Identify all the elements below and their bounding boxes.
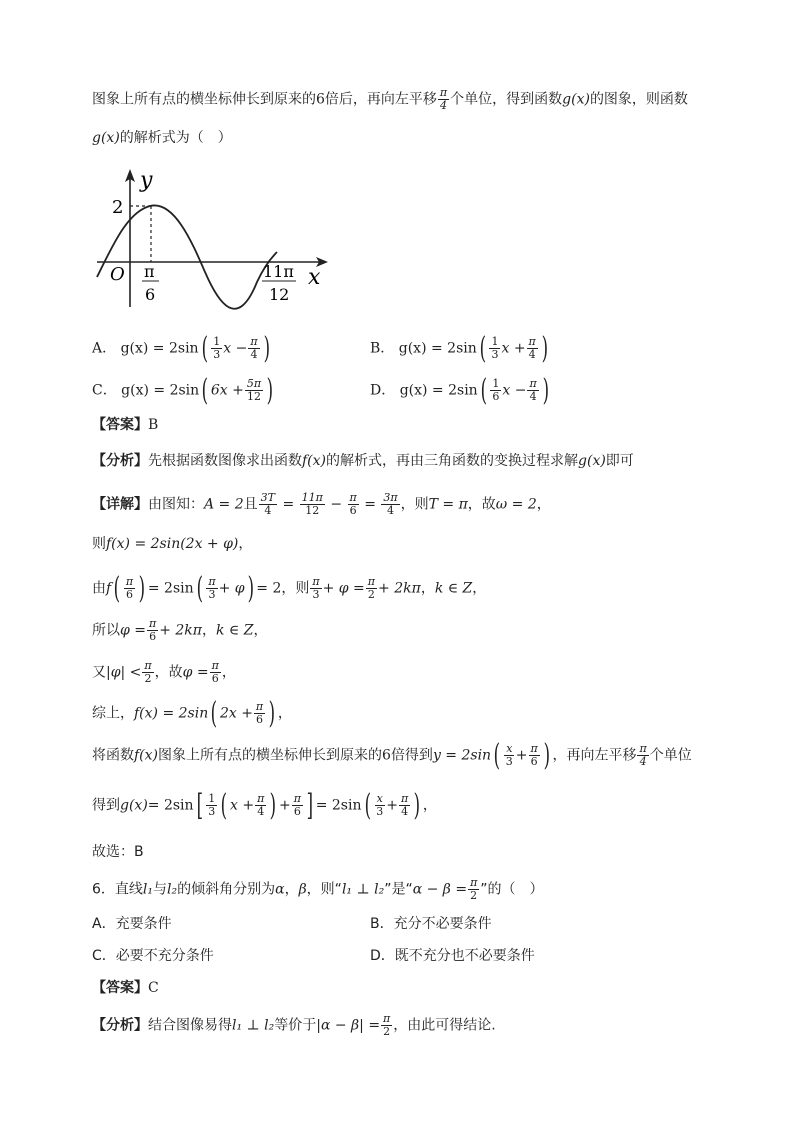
fraction-num: π [257, 792, 265, 805]
fraction-num: π [383, 1012, 391, 1025]
detail-line9 [92, 842, 144, 862]
detail-text: 个单位 [649, 747, 692, 764]
paren-left: ( [364, 787, 371, 823]
detail-text: 综上， [92, 705, 134, 722]
fraction [527, 378, 538, 403]
math: α − β = [412, 881, 468, 898]
paren-left: ( [220, 787, 228, 823]
option-label: A． [92, 340, 117, 357]
q6-text: ， [284, 881, 299, 898]
sine-curve [97, 205, 277, 308]
fraction-num: π [208, 575, 216, 588]
fraction-num: x [506, 742, 513, 755]
fraction [489, 336, 500, 361]
math: f(x) = 2sin(2x + φ) [106, 536, 239, 552]
fraction-den: 3 [491, 348, 499, 361]
fraction [255, 793, 266, 818]
q6-option-b[interactable] [370, 914, 492, 934]
fraction-num: 3T [260, 491, 275, 504]
fraction-num: 1 [491, 335, 499, 348]
option-formula: g(x) = 2sin [398, 340, 477, 357]
paren-right: ) [542, 372, 549, 408]
detail-text: ，故 [154, 664, 183, 681]
math: + [515, 747, 528, 764]
fraction-den: 3 [208, 588, 216, 601]
fraction [637, 743, 648, 768]
math: φ = [120, 622, 146, 639]
fraction-den: 3 [376, 805, 384, 818]
fraction-num: π [528, 335, 536, 348]
fraction-num: π [255, 700, 264, 713]
math: + [386, 797, 398, 814]
detail-line3 [92, 570, 487, 606]
q5-analysis [92, 451, 634, 471]
detail-line8 [92, 787, 437, 823]
paren-right: ) [413, 787, 421, 823]
stem-text: 个单位，得到函数 [450, 91, 563, 108]
fraction [248, 336, 259, 361]
fraction-den: 6 [530, 755, 538, 768]
analysis-text: 即可 [605, 453, 634, 469]
x-tick1-den: 6 [145, 285, 156, 304]
option-a[interactable] [92, 330, 272, 366]
fraction-num: π [250, 335, 258, 348]
x-tick1-num: π [144, 262, 155, 281]
detail-text: 且 [243, 496, 258, 513]
answer-tag: 【答案】 [92, 980, 148, 996]
fraction [292, 793, 303, 818]
paren-left: ( [210, 695, 218, 731]
option-text: A．充要条件 [92, 916, 172, 932]
paren-left: ( [493, 737, 501, 773]
fraction-num: 1 [492, 377, 500, 390]
fraction [399, 793, 410, 818]
fraction-den: 6 [349, 504, 357, 517]
answer-tag: 【答案】 [92, 417, 148, 433]
detail-text: 倍得到 [390, 747, 433, 764]
detail-text: ，则 [281, 580, 310, 597]
option-formula: x + [501, 340, 526, 357]
fraction-den: 3 [213, 348, 221, 361]
math: |φ| < [106, 664, 142, 681]
detail-text: ，故 [467, 496, 496, 513]
fraction-den: 3 [505, 755, 513, 768]
fraction-num: π [439, 86, 448, 99]
detail-text: ， [202, 622, 216, 639]
q6-text: ”是“ [384, 881, 413, 898]
math-f: f(x) [302, 453, 327, 469]
fraction-den: 12 [305, 504, 320, 517]
detail-text: 由图知： [148, 496, 204, 513]
math: l₁ [142, 881, 154, 898]
detail-line1: 【详解】由图知：A = 2且 $\frac{3T}{4}$ = $\frac{11\pi}{12}$ − $\frac{\pi}{6}$ = $\frac{3\pi}{4}$ ，则T = π，故ω = 2， [92, 491, 551, 517]
option-label: D． [370, 382, 396, 399]
q6-text: 6．直线 [92, 881, 143, 898]
fraction [211, 336, 222, 361]
q6-answer [92, 978, 159, 998]
bracket-left: [ [196, 787, 203, 823]
fraction-den: 4 [264, 504, 272, 517]
fraction-num: 1 [213, 335, 221, 348]
math-g: g(x) [92, 130, 120, 146]
analysis-text: 结合图像易得 [148, 1017, 232, 1034]
detail-text: ， [238, 536, 253, 552]
detail-text: ，则 [400, 496, 429, 513]
q6-text: 与 [153, 881, 168, 898]
math: A = 2 [204, 496, 244, 513]
fraction [206, 793, 217, 818]
detail-text: 将函数 [92, 747, 134, 764]
math: 2x + [219, 705, 253, 722]
analysis-text: 先根据函数图像求出函数 [148, 453, 302, 469]
detail-tag: 【详解】 [92, 496, 148, 513]
option-text: D．既不充分也不必要条件 [370, 948, 535, 964]
analysis-text: 等价于 [274, 1017, 317, 1034]
paren-right: ) [269, 787, 277, 823]
fraction [310, 576, 321, 601]
math: |α − β| = [316, 1017, 381, 1034]
stem-text: 的解析式为（ ） [119, 130, 232, 146]
paren-left: ( [480, 372, 487, 408]
q6-option-c[interactable] [92, 946, 214, 966]
fraction-den: 6 [293, 805, 301, 818]
detail-text: ， [472, 580, 487, 597]
fraction-den: 6 [492, 390, 500, 403]
fraction-den: 4 [440, 99, 448, 112]
stem-number: 6 [316, 91, 325, 108]
option-text: B．充分不必要条件 [370, 916, 492, 932]
fraction-den: 2 [470, 889, 478, 902]
paren-right: ) [247, 570, 254, 606]
fraction [374, 793, 385, 818]
q6-text: ，则“ [306, 881, 342, 898]
fraction-den: 4 [257, 805, 265, 818]
paren-right: ) [543, 737, 550, 773]
option-formula: g(x) = 2sin [120, 340, 199, 357]
fraction-num: π [470, 876, 478, 889]
math: = 2sin [147, 580, 194, 597]
math: + [279, 797, 291, 814]
detail-text: 则 [92, 536, 106, 552]
option-text: C．必要不充分条件 [92, 948, 214, 964]
x-tick2-num: 11π [263, 262, 294, 281]
analysis-text: 的解析式，再由三角函数的变换过程求解 [326, 453, 579, 469]
q6-text: 的倾斜角分别为 [177, 881, 276, 898]
paren-left: ( [479, 330, 486, 366]
fraction-den: 4 [401, 805, 409, 818]
option-d[interactable] [370, 372, 551, 408]
fraction-den: 4 [639, 755, 647, 768]
fraction [124, 576, 135, 601]
analysis-tag: 【分析】 [92, 453, 148, 469]
fraction [206, 576, 217, 601]
y-label: y [140, 168, 153, 193]
option-formula: g(x) = 2sin [121, 382, 200, 399]
fraction-num: 5π [246, 377, 262, 390]
x-label: x [308, 265, 321, 290]
math: + φ = [322, 580, 365, 597]
analysis-tag: 【分析】 [92, 1017, 148, 1034]
fraction-num: π [211, 659, 219, 672]
fraction-den: 2 [383, 1025, 391, 1038]
fraction [300, 492, 325, 517]
detail-text: ， [536, 496, 551, 513]
fraction-den: 4 [250, 348, 258, 361]
detail-text: 图象上所有点的横坐标伸长到原来的 [158, 747, 383, 764]
detail-text: ， [422, 797, 437, 814]
math: l₁ ⊥ l₂ [232, 1017, 275, 1034]
fraction-den: 6 [126, 588, 134, 601]
math: + φ [218, 580, 245, 597]
fraction-den: 3 [312, 588, 320, 601]
math: l₂ [167, 881, 178, 898]
fraction-num: π [530, 742, 538, 755]
fraction [147, 618, 158, 643]
paren-right: ) [263, 330, 270, 366]
fraction-den: 6 [256, 713, 264, 726]
math: l₁ ⊥ l₂ [341, 881, 385, 898]
q6-text: ”的（ ） [480, 881, 544, 898]
math: ω = 2 [495, 496, 537, 513]
origin-label: O [110, 264, 125, 285]
math: k ∈ Z [434, 580, 473, 597]
detail-text: 所以 [92, 622, 120, 639]
detail-line7 [92, 737, 692, 773]
option-label: C． [92, 382, 117, 399]
math: = 2 [256, 580, 282, 597]
detail-text: ， [420, 580, 435, 597]
math: = 2sin [147, 797, 194, 814]
detail-line5 [92, 660, 236, 685]
fraction [259, 492, 277, 517]
q5-stem-line1 [92, 87, 688, 112]
q6-analysis [92, 1013, 496, 1038]
fraction [504, 743, 515, 768]
q6-option-a[interactable] [92, 914, 172, 934]
fraction [210, 660, 221, 685]
math-g: g(x) [562, 91, 590, 108]
fraction-den: 4 [529, 390, 537, 403]
fraction [366, 576, 377, 601]
fraction [348, 492, 359, 517]
fraction-num: π [148, 617, 157, 630]
math: T = π [428, 496, 468, 513]
x-tick2-den: 12 [269, 285, 290, 304]
q5-stem-line2 [92, 128, 232, 148]
fraction-den: 3 [208, 805, 216, 818]
math: α [275, 881, 285, 898]
fraction [490, 378, 501, 403]
math: f [106, 580, 112, 597]
fraction-den: 6 [211, 672, 219, 685]
math-g: g(x) [578, 453, 606, 469]
fraction-num: π [400, 792, 409, 805]
stem-text: 图象上所有点的横坐标伸长到原来的 [92, 91, 316, 108]
fraction [527, 336, 538, 361]
option-label: B． [370, 340, 395, 357]
y-tick-2: 2 [112, 197, 124, 218]
fraction-num: π [529, 377, 537, 390]
q5-answer [92, 415, 158, 435]
fraction [438, 87, 449, 112]
math: 6 [382, 747, 391, 764]
fraction-den: 4 [387, 504, 394, 517]
fraction [254, 701, 265, 726]
paren-left: ( [201, 372, 209, 408]
fraction-num: 3π [383, 491, 398, 504]
q6-option-d[interactable] [370, 946, 535, 966]
paren-right: ) [266, 372, 274, 408]
stem-text: 的图象，则函数 [589, 91, 688, 108]
math: f(x) = 2sin [134, 705, 209, 722]
sine-graph [92, 162, 342, 312]
math: φ = [182, 664, 209, 681]
detail-text: ，再向左平移 [552, 747, 637, 764]
math: = 2sin [315, 797, 362, 814]
option-formula: x − [223, 340, 248, 357]
option-c[interactable] [92, 372, 276, 408]
fraction-den: 12 [246, 390, 261, 403]
option-formula: 6x + [210, 382, 244, 399]
fraction-num: π [367, 575, 376, 588]
analysis-text: ，由此可得结论. [393, 1017, 496, 1034]
math: β [298, 881, 307, 898]
fraction-num: 1 [208, 792, 216, 805]
detail-text: 由 [92, 580, 106, 597]
paren-right: ) [268, 695, 276, 731]
fraction [142, 660, 153, 685]
option-formula: g(x) = 2sin [399, 382, 478, 399]
bracket-right: ] [306, 787, 314, 823]
fraction-num: π [312, 575, 320, 588]
math: k ∈ Z [216, 622, 254, 639]
paren-left: ( [196, 570, 203, 606]
paren-left: ( [201, 330, 208, 366]
paren-right: ) [138, 570, 146, 606]
detail-line2 [92, 534, 252, 554]
math-f: f(x) [134, 747, 159, 764]
fraction-num: π [349, 491, 357, 504]
detail-line4 [92, 618, 267, 643]
option-b[interactable] [370, 330, 551, 366]
detail-text: 得到 [92, 797, 120, 814]
stem-text: 倍后，再向左平移 [324, 91, 437, 108]
math-g: g(x) [120, 797, 148, 814]
detail-line6 [92, 695, 292, 731]
paren-left: ( [113, 570, 121, 606]
fraction-num: π [144, 659, 152, 672]
math: x + [230, 797, 255, 814]
fraction-num: π [639, 742, 647, 755]
math: + 2kπ [378, 580, 421, 597]
detail-text: ， [253, 622, 268, 639]
fraction-den: 2 [367, 588, 375, 601]
fraction [381, 492, 399, 517]
option-formula: x − [502, 382, 527, 399]
detail-text: ， [277, 705, 292, 722]
fraction-num: π [293, 792, 301, 805]
math: y = 2sin [432, 747, 492, 764]
math: + 2kπ [159, 622, 202, 639]
answer-value: C [148, 980, 159, 996]
fraction [529, 743, 540, 768]
detail-text: ， [221, 664, 236, 681]
fraction-num: π [125, 575, 134, 588]
detail-text: 故选：B [92, 844, 144, 860]
detail-text: 又 [92, 664, 106, 681]
fraction-den: 6 [149, 630, 157, 643]
fraction [381, 1013, 392, 1038]
fraction [468, 877, 479, 902]
paren-right: ) [541, 330, 548, 366]
answer-value: B [148, 417, 159, 433]
fraction-num: 11π [301, 491, 323, 504]
fraction-den: 4 [528, 348, 536, 361]
fraction [245, 378, 263, 403]
fraction-num: x [376, 792, 383, 805]
q6-stem [92, 877, 544, 902]
fraction-den: 2 [144, 672, 152, 685]
